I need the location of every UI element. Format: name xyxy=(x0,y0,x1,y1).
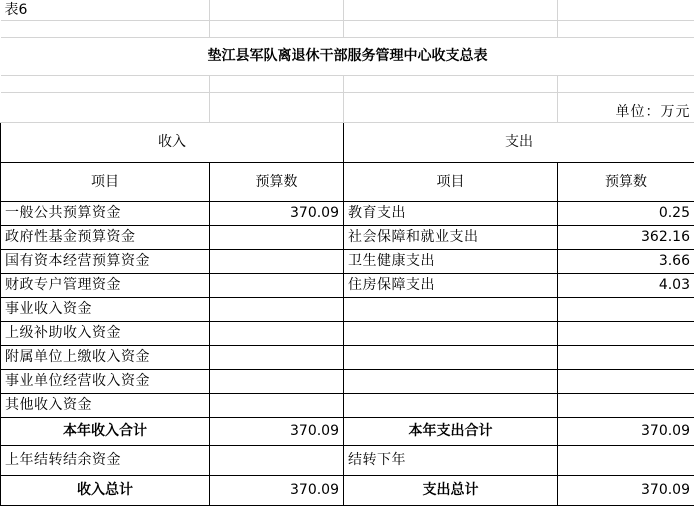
year-expense-total-label[interactable]: 本年支出合计 xyxy=(344,417,558,445)
income-value[interactable] xyxy=(210,369,344,393)
expense-value[interactable] xyxy=(558,393,694,417)
table-row xyxy=(1,225,694,249)
sheet-label: 表6 xyxy=(1,0,210,20)
grand-expense-total-label[interactable]: 支出总计 xyxy=(344,475,558,505)
income-item[interactable]: 事业单位经营收入资金 xyxy=(1,369,210,393)
empty-cell[interactable] xyxy=(344,20,558,37)
carry-expense-label[interactable]: 结转下年 xyxy=(344,445,558,475)
income-item-header: 项目 xyxy=(1,162,210,201)
income-header: 收入 xyxy=(1,122,344,162)
income-value[interactable] xyxy=(210,273,344,297)
expense-value[interactable] xyxy=(558,369,694,393)
income-value[interactable]: 370.09 xyxy=(210,201,344,225)
year-income-total-value[interactable]: 370.09 xyxy=(210,417,344,445)
grand-total-row xyxy=(1,475,694,505)
empty-cell[interactable] xyxy=(558,0,694,20)
income-value[interactable] xyxy=(210,297,344,321)
table-row xyxy=(1,369,694,393)
expense-value[interactable]: 362.16 xyxy=(558,225,694,249)
table-row xyxy=(1,321,694,345)
grand-income-total-value[interactable]: 370.09 xyxy=(210,475,344,505)
expense-item-header: 项目 xyxy=(344,162,558,201)
empty-cell[interactable] xyxy=(558,75,694,92)
expense-value[interactable] xyxy=(558,321,694,345)
expense-item[interactable]: 教育支出 xyxy=(344,201,558,225)
expense-item[interactable] xyxy=(344,297,558,321)
income-value[interactable] xyxy=(210,321,344,345)
income-value[interactable] xyxy=(210,345,344,369)
income-budget-header: 预算数 xyxy=(210,162,344,201)
empty-cell[interactable] xyxy=(1,92,210,122)
income-item[interactable]: 附属单位上缴收入资金 xyxy=(1,345,210,369)
carry-expense-value[interactable] xyxy=(558,445,694,475)
expense-value[interactable]: 3.66 xyxy=(558,249,694,273)
table-row xyxy=(1,393,694,417)
income-value[interactable] xyxy=(210,249,344,273)
table-row xyxy=(1,249,694,273)
expense-item[interactable] xyxy=(344,393,558,417)
empty-cell[interactable] xyxy=(558,20,694,37)
empty-cell[interactable] xyxy=(210,92,344,122)
income-item[interactable]: 国有资本经营预算资金 xyxy=(1,249,210,273)
income-item[interactable]: 政府性基金预算资金 xyxy=(1,225,210,249)
income-item[interactable]: 财政专户管理资金 xyxy=(1,273,210,297)
report-title: 垫江县军队离退休干部服务管理中心收支总表 xyxy=(1,37,694,75)
income-item[interactable]: 一般公共预算资金 xyxy=(1,201,210,225)
expense-budget-header: 预算数 xyxy=(558,162,694,201)
empty-cell[interactable] xyxy=(1,20,210,37)
table-row xyxy=(1,201,694,225)
empty-cell[interactable] xyxy=(210,0,344,20)
expense-item[interactable] xyxy=(344,321,558,345)
income-item[interactable]: 上级补助收入资金 xyxy=(1,321,210,345)
income-value[interactable] xyxy=(210,393,344,417)
year-expense-total-value[interactable]: 370.09 xyxy=(558,417,694,445)
expense-item[interactable]: 住房保障支出 xyxy=(344,273,558,297)
income-item[interactable]: 其他收入资金 xyxy=(1,393,210,417)
table-row xyxy=(1,345,694,369)
carry-income-label[interactable]: 上年结转结余资金 xyxy=(1,445,210,475)
table-row xyxy=(1,273,694,297)
year-total-row xyxy=(1,417,694,445)
expense-item[interactable] xyxy=(344,369,558,393)
income-item[interactable]: 事业收入资金 xyxy=(1,297,210,321)
empty-cell[interactable] xyxy=(344,75,558,92)
empty-cell[interactable] xyxy=(344,0,558,20)
expense-value[interactable] xyxy=(558,297,694,321)
table-row xyxy=(1,297,694,321)
carry-over-row xyxy=(1,445,694,475)
unit-label: 单位：万元 xyxy=(558,92,694,122)
carry-income-value[interactable] xyxy=(210,445,344,475)
grand-income-total-label[interactable]: 收入总计 xyxy=(1,475,210,505)
empty-cell[interactable] xyxy=(344,92,558,122)
expense-item[interactable]: 卫生健康支出 xyxy=(344,249,558,273)
empty-cell[interactable] xyxy=(210,75,344,92)
empty-cell[interactable] xyxy=(1,75,210,92)
year-income-total-label[interactable]: 本年收入合计 xyxy=(1,417,210,445)
expense-value[interactable]: 4.03 xyxy=(558,273,694,297)
expense-value[interactable]: 0.25 xyxy=(558,201,694,225)
expense-header: 支出 xyxy=(344,122,694,162)
expense-item[interactable]: 社会保障和就业支出 xyxy=(344,225,558,249)
expense-value[interactable] xyxy=(558,345,694,369)
income-value[interactable] xyxy=(210,225,344,249)
empty-cell[interactable] xyxy=(210,20,344,37)
grand-expense-total-value[interactable]: 370.09 xyxy=(558,475,694,505)
expense-item[interactable] xyxy=(344,345,558,369)
